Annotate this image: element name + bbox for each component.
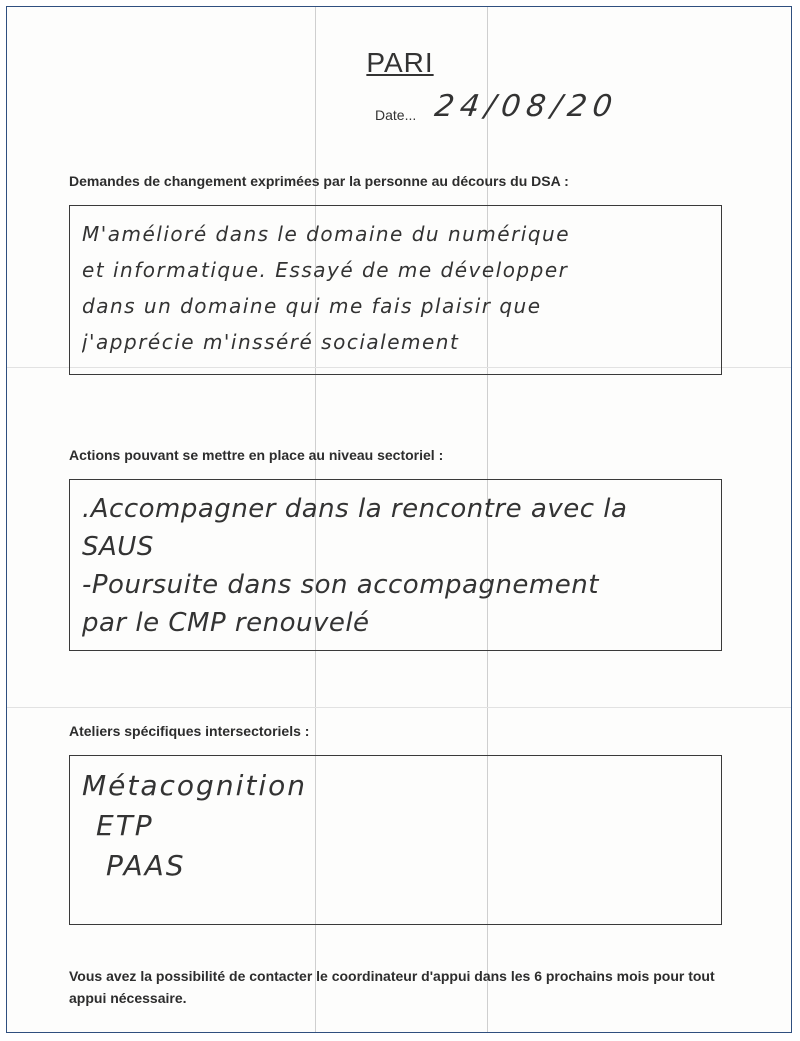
handwritten-line: Métacognition [82, 769, 307, 802]
handwritten-line: SAUS [82, 532, 154, 562]
date-value: 24/08/20 [432, 89, 621, 124]
date-label: Date... [375, 107, 417, 123]
demandes-box [69, 205, 722, 375]
page-title: PARI [366, 47, 434, 78]
fold-crease [7, 707, 791, 708]
handwritten-line: .Accompagner dans la rencontre avec la [82, 494, 628, 524]
actions-box [69, 479, 722, 651]
handwritten-line: M'amélioré dans le domaine du numérique [82, 222, 571, 246]
handwritten-line: par le CMP renouvelé [82, 608, 370, 638]
section-label-actions: Actions pouvant se mettre en place au niveau sectoriel : [69, 447, 444, 463]
handwritten-line: dans un domaine qui me fais plaisir que [82, 294, 542, 318]
handwritten-line: -Poursuite dans son accompagnement [82, 570, 599, 600]
handwritten-line: ETP [96, 809, 154, 842]
handwritten-line: et informatique. Essayé de me développer [82, 258, 569, 282]
footer-note: Vous avez la possibilité de contacter le coordinateur d'appui dans les 6 prochains mois pour tout appui nécessaire. [69, 968, 715, 1006]
section-label-demandes: Demandes de changement exprimées par la personne au décours du DSA : [69, 173, 569, 189]
handwritten-line: j'apprécie m'insséré socialement [82, 330, 460, 354]
document-page [6, 6, 792, 1033]
ateliers-box [69, 755, 722, 925]
handwritten-line: PAAS [106, 849, 186, 882]
section-label-ateliers: Ateliers spécifiques intersectoriels : [69, 723, 310, 739]
